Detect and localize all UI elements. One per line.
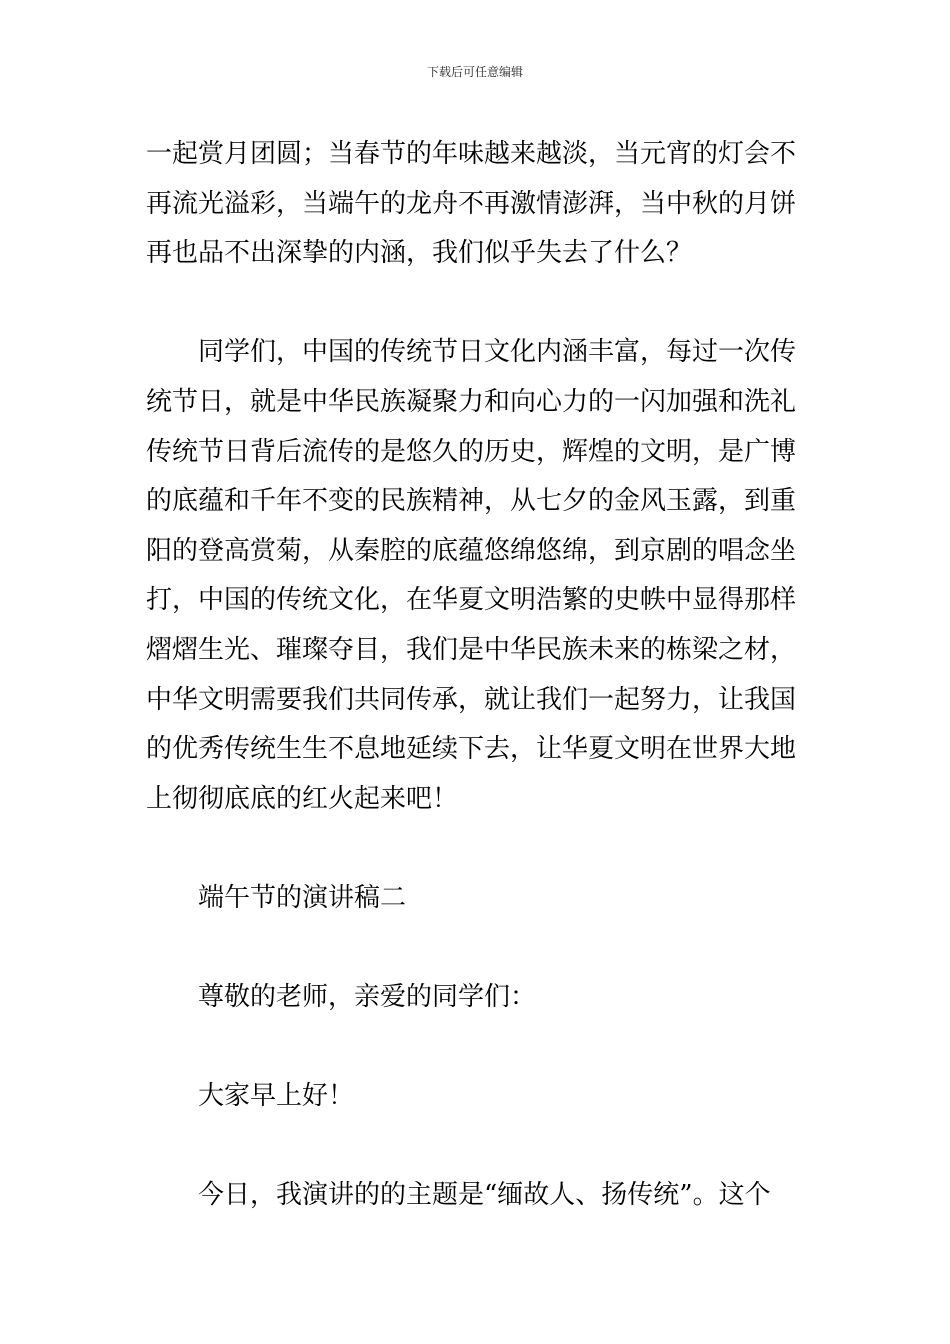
text-line: 的优秀传统生生不息地延续下去，让华夏文明在世界大地 <box>146 734 797 765</box>
text-line: 上彻彻底底的红火起来吧！ <box>146 783 459 814</box>
text-line: 传统节日背后流传的是悠久的历史，辉煌的文明，是广博 <box>146 436 797 467</box>
text-line: 中华文明需要我们共同传承，就让我们一起努力，让我国 <box>146 684 797 715</box>
text-line: 的底蕴和千年不变的民族精神，从七夕的金风玉露，到重 <box>146 486 797 517</box>
document-body <box>146 130 806 1221</box>
text-line: 再也品不出深挚的内涵，我们似乎失去了什么？ <box>146 238 693 269</box>
paragraph-gap <box>146 824 806 874</box>
paragraph-gap <box>146 279 806 329</box>
paragraph-1 <box>146 130 806 279</box>
text-line: 一起赏月团圆；当春节的年味越来越淡，当元宵的灯会不 <box>146 139 797 169</box>
paragraph-gap <box>146 924 806 974</box>
section-heading <box>146 874 806 924</box>
page-header: 下载后可任意编辑 <box>426 65 523 79</box>
text-line: 今日，我演讲的的主题是“缅故人、扬传统”。这个 <box>198 1180 771 1211</box>
text-line: 端午节的演讲稿二 <box>198 882 407 913</box>
text-line: 熠熠生光、璀璨夺目，我们是中华民族未来的栋梁之材， <box>146 634 797 665</box>
paragraph-gap <box>146 1023 806 1073</box>
text-line: 阳的登高赏菊，从秦腔的底蕴悠绵悠绵，到京剧的唱念坐 <box>146 535 797 566</box>
paragraph-gap <box>146 1122 806 1172</box>
text-line: 统节日，就是中华民族凝聚力和向心力的一闪加强和洗礼 <box>146 386 797 417</box>
text-line: 再流光溢彩，当端午的龙舟不再激情澎湃，当中秋的月饼 <box>146 188 797 219</box>
text-line: 大家早上好！ <box>198 1081 355 1112</box>
greeting <box>146 1072 806 1122</box>
text-line: 尊敬的老师，亲爱的同学们： <box>198 982 537 1013</box>
text-line: 同学们，中国的传统节日文化内涵丰富，每过一次传 <box>198 337 797 368</box>
salutation <box>146 973 806 1023</box>
paragraph-intro <box>146 1171 806 1221</box>
paragraph-2 <box>146 328 806 824</box>
text-line: 打，中国的传统文化，在华夏文明浩繁的史帙中显得那样 <box>146 585 797 616</box>
